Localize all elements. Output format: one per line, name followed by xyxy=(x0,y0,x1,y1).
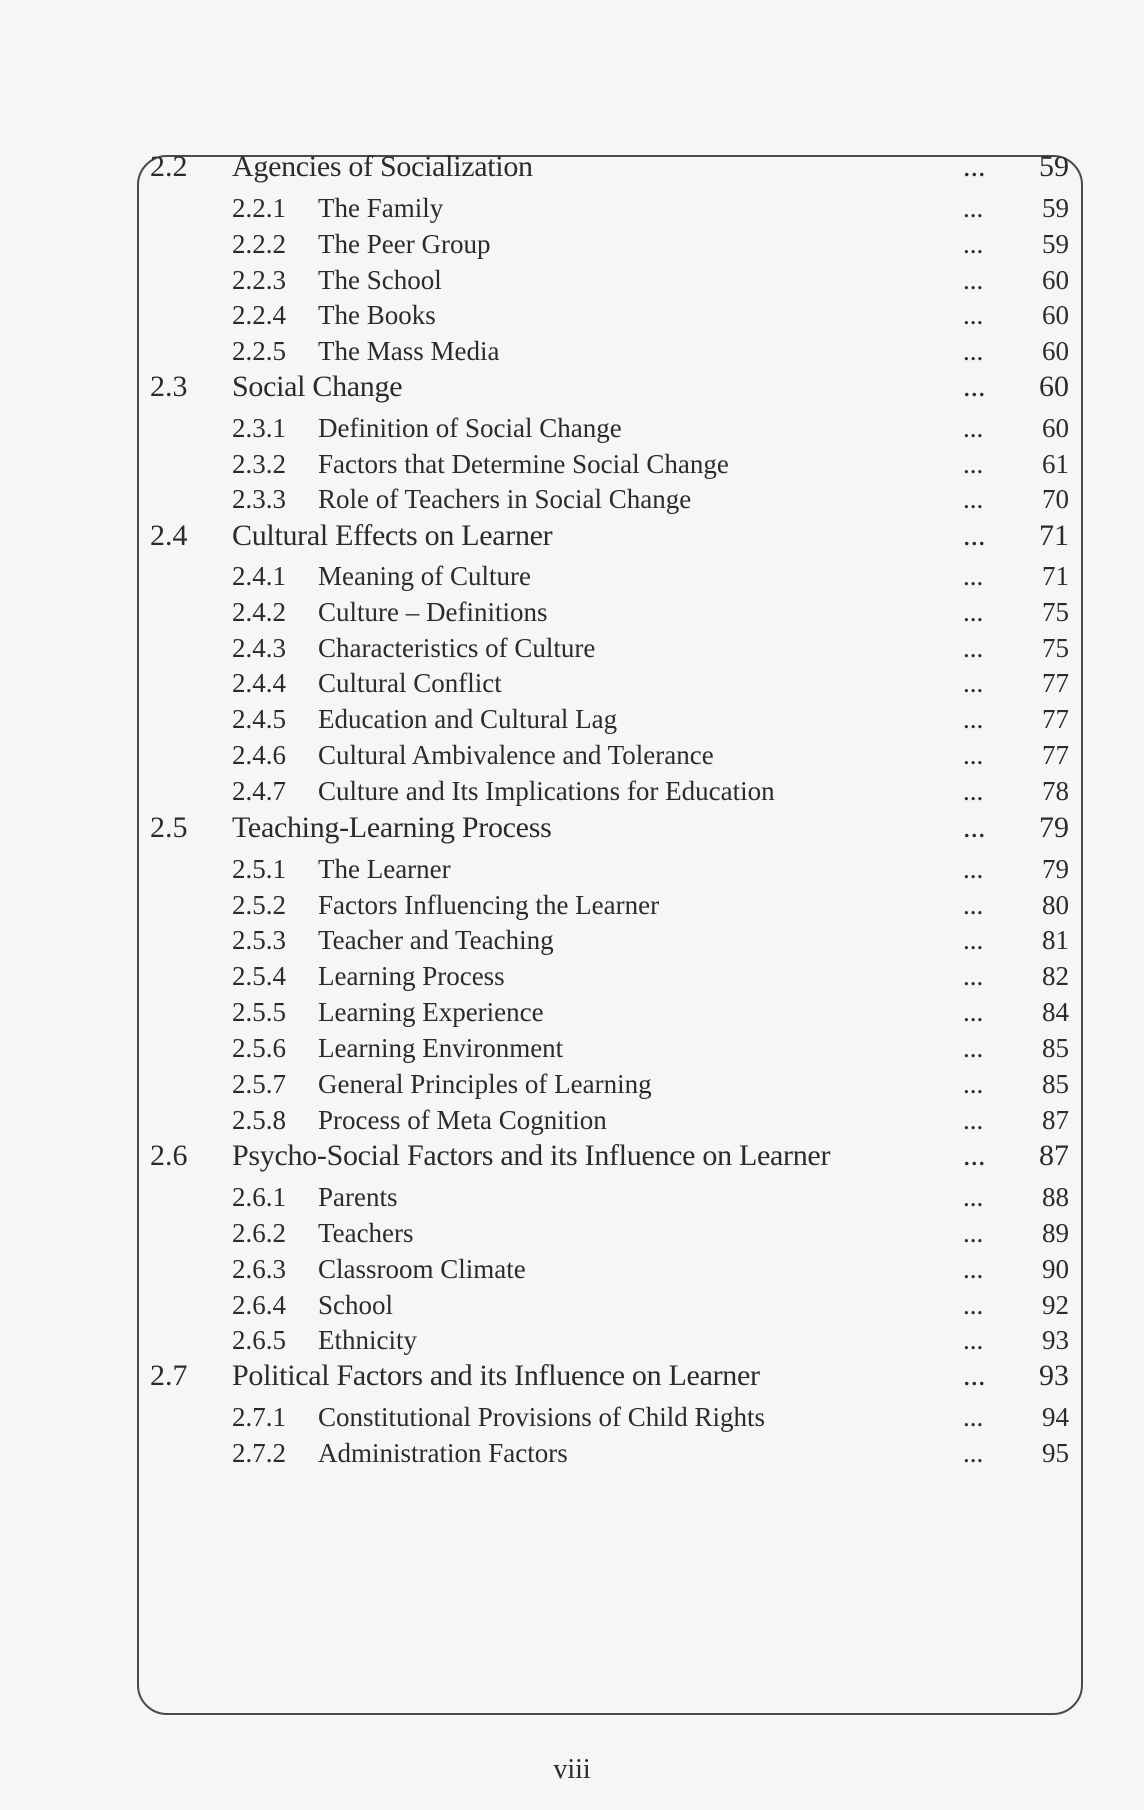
entry-leader-dots: ... xyxy=(963,193,984,223)
entry-number: 2.4 xyxy=(150,519,188,552)
entry-number: 2.5 xyxy=(150,811,188,844)
entry-title: Cultural Effects on Learner xyxy=(232,519,553,552)
toc-subsection-entry xyxy=(0,992,1144,1032)
entry-page-number: 71 xyxy=(1039,519,1069,552)
entry-number: 2.5.3 xyxy=(232,925,286,955)
entry-title: Teaching-Learning Process xyxy=(232,811,552,844)
entry-number: 2.2.5 xyxy=(232,336,286,366)
entry-title: Learning Process xyxy=(318,961,505,991)
entry-number: 2.5.1 xyxy=(232,854,286,884)
entry-title: Cultural Conflict xyxy=(318,668,502,698)
entry-title: Learning Environment xyxy=(318,1033,564,1063)
entry-number: 2.4.2 xyxy=(232,597,286,627)
entry-page-number: 61 xyxy=(1042,449,1069,479)
toc-section-entry xyxy=(0,1136,1144,1176)
toc-section-entry xyxy=(0,808,1144,848)
entry-leader-dots: ... xyxy=(963,229,984,259)
entry-title: Political Factors and its Influence on Learner xyxy=(232,1359,760,1392)
entry-title: Administration Factors xyxy=(318,1438,568,1468)
entry-title: Education and Cultural Lag xyxy=(318,704,618,734)
toc-subsection-entry xyxy=(0,331,1144,371)
toc-subsection-entry xyxy=(0,260,1144,300)
entry-number: 2.2 xyxy=(150,150,188,183)
entry-page-number: 88 xyxy=(1042,1182,1069,1212)
entry-number: 2.5.6 xyxy=(232,1033,286,1063)
entry-number: 2.7.1 xyxy=(232,1402,286,1432)
toc-subsection-entry xyxy=(0,1397,1144,1437)
toc-subsection-entry xyxy=(0,849,1144,889)
toc-subsection-entry xyxy=(0,1320,1144,1360)
entry-page-number: 60 xyxy=(1042,336,1069,366)
entry-leader-dots: ... xyxy=(963,1218,984,1248)
entry-page-number: 60 xyxy=(1039,370,1069,403)
entry-title: Process of Meta Cognition xyxy=(318,1105,607,1135)
entry-leader-dots: ... xyxy=(963,1254,984,1284)
entry-title: Culture and Its Implications for Education xyxy=(318,776,775,806)
entry-number: 2.3.1 xyxy=(232,413,286,443)
toc-subsection-entry xyxy=(0,408,1144,448)
entry-leader-dots: ... xyxy=(963,854,984,884)
entry-page-number: 71 xyxy=(1042,561,1069,591)
entry-page-number: 78 xyxy=(1042,776,1069,806)
toc-subsection-entry xyxy=(0,1028,1144,1068)
entry-leader-dots: ... xyxy=(963,265,984,295)
entry-number: 2.4.5 xyxy=(232,704,286,734)
entry-page-number: 60 xyxy=(1042,413,1069,443)
entry-leader-dots: ... xyxy=(963,1438,984,1468)
toc-subsection-entry xyxy=(0,444,1144,484)
entry-number: 2.2.3 xyxy=(232,265,286,295)
entry-leader-dots: ... xyxy=(963,561,984,591)
entry-leader-dots: ... xyxy=(963,484,984,514)
entry-title: Role of Teachers in Social Change xyxy=(318,484,692,514)
entry-page-number: 93 xyxy=(1042,1325,1069,1355)
toc-subsection-entry xyxy=(0,771,1144,811)
toc-subsection-entry xyxy=(0,1100,1144,1140)
toc-subsection-entry xyxy=(0,1213,1144,1253)
entry-title: The Mass Media xyxy=(318,336,500,366)
entry-page-number: 77 xyxy=(1042,668,1069,698)
toc-subsection-entry xyxy=(0,956,1144,996)
entry-leader-dots: ... xyxy=(963,1139,986,1172)
toc-section-entry xyxy=(0,516,1144,556)
entry-leader-dots: ... xyxy=(963,413,984,443)
entry-page-number: 90 xyxy=(1042,1254,1069,1284)
toc-subsection-entry xyxy=(0,1285,1144,1325)
entry-number: 2.4.1 xyxy=(232,561,286,591)
entry-page-number: 84 xyxy=(1042,997,1069,1027)
entry-number: 2.6.1 xyxy=(232,1182,286,1212)
entry-title: Classroom Climate xyxy=(318,1254,526,1284)
entry-page-number: 59 xyxy=(1039,150,1069,183)
entry-title: Psycho-Social Factors and its Influence on Learner xyxy=(232,1139,831,1172)
toc-subsection-entry xyxy=(0,556,1144,596)
entry-title: Parents xyxy=(318,1182,398,1212)
entry-number: 2.6.5 xyxy=(232,1325,286,1355)
entry-leader-dots: ... xyxy=(963,370,986,403)
entry-leader-dots: ... xyxy=(963,597,984,627)
entry-number: 2.5.7 xyxy=(232,1069,286,1099)
entry-page-number: 95 xyxy=(1042,1438,1069,1468)
entry-leader-dots: ... xyxy=(963,336,984,366)
entry-title: Factors Influencing the Learner xyxy=(318,890,660,920)
entry-title: Factors that Determine Social Change xyxy=(318,449,729,479)
entry-title: Teacher and Teaching xyxy=(318,925,554,955)
entry-leader-dots: ... xyxy=(963,1033,984,1063)
entry-title: The Books xyxy=(318,300,436,330)
entry-leader-dots: ... xyxy=(963,300,984,330)
entry-leader-dots: ... xyxy=(963,449,984,479)
entry-leader-dots: ... xyxy=(963,633,984,663)
entry-number: 2.6.2 xyxy=(232,1218,286,1248)
entry-number: 2.4.7 xyxy=(232,776,286,806)
toc-subsection-entry xyxy=(0,1433,1144,1473)
entry-page-number: 79 xyxy=(1039,811,1069,844)
entry-title: Social Change xyxy=(232,370,403,403)
entry-leader-dots: ... xyxy=(963,150,986,183)
entry-page-number: 60 xyxy=(1042,265,1069,295)
entry-page-number: 89 xyxy=(1042,1218,1069,1248)
entry-leader-dots: ... xyxy=(963,668,984,698)
entry-page-number: 94 xyxy=(1042,1402,1069,1432)
entry-number: 2.7 xyxy=(150,1359,188,1392)
entry-title: The Learner xyxy=(318,854,451,884)
entry-page-number: 87 xyxy=(1042,1105,1069,1135)
entry-number: 2.4.3 xyxy=(232,633,286,663)
toc-section-entry xyxy=(0,147,1144,187)
entry-page-number: 82 xyxy=(1042,961,1069,991)
toc-subsection-entry xyxy=(0,224,1144,264)
entry-title: Characteristics of Culture xyxy=(318,633,596,663)
entry-number: 2.2.4 xyxy=(232,300,286,330)
entry-leader-dots: ... xyxy=(963,1182,984,1212)
entry-page-number: 79 xyxy=(1042,854,1069,884)
toc-section-entry xyxy=(0,1356,1144,1396)
entry-page-number: 87 xyxy=(1039,1139,1069,1172)
entry-page-number: 80 xyxy=(1042,890,1069,920)
entry-title: Definition of Social Change xyxy=(318,413,622,443)
entry-leader-dots: ... xyxy=(963,1402,984,1432)
entry-number: 2.3.2 xyxy=(232,449,286,479)
entry-page-number: 59 xyxy=(1042,229,1069,259)
toc-subsection-entry xyxy=(0,699,1144,739)
entry-title: Teachers xyxy=(318,1218,414,1248)
entry-number: 2.3.3 xyxy=(232,484,286,514)
entry-title: Agencies of Socialization xyxy=(232,150,533,183)
toc-section-entry xyxy=(0,367,1144,407)
entry-title: The Family xyxy=(318,193,444,223)
entry-number: 2.6 xyxy=(150,1139,188,1172)
toc-subsection-entry xyxy=(0,295,1144,335)
entry-page-number: 75 xyxy=(1042,597,1069,627)
entry-number: 2.6.3 xyxy=(232,1254,286,1284)
page-number: viii xyxy=(553,1754,591,1785)
entry-title: The School xyxy=(318,265,442,295)
entry-title: Ethnicity xyxy=(318,1325,417,1355)
entry-page-number: 60 xyxy=(1042,300,1069,330)
entry-leader-dots: ... xyxy=(963,997,984,1027)
entry-page-number: 59 xyxy=(1042,193,1069,223)
toc-subsection-entry xyxy=(0,920,1144,960)
entry-leader-dots: ... xyxy=(963,519,986,552)
toc-subsection-entry xyxy=(0,1064,1144,1104)
entry-page-number: 93 xyxy=(1039,1359,1069,1392)
entry-number: 2.3 xyxy=(150,370,188,403)
entry-leader-dots: ... xyxy=(963,776,984,806)
toc-subsection-entry xyxy=(0,188,1144,228)
toc-subsection-entry xyxy=(0,1177,1144,1217)
entry-page-number: 77 xyxy=(1042,704,1069,734)
entry-page-number: 85 xyxy=(1042,1069,1069,1099)
entry-page-number: 77 xyxy=(1042,740,1069,770)
entry-leader-dots: ... xyxy=(963,811,986,844)
toc-subsection-entry xyxy=(0,628,1144,668)
entry-title: Cultural Ambivalence and Tolerance xyxy=(318,740,714,770)
entry-title: General Principles of Learning xyxy=(318,1069,652,1099)
entry-number: 2.5.4 xyxy=(232,961,286,991)
entry-title: Constitutional Provisions of Child Rights xyxy=(318,1402,766,1432)
entry-number: 2.5.8 xyxy=(232,1105,286,1135)
entry-title: School xyxy=(318,1290,394,1320)
entry-leader-dots: ... xyxy=(963,740,984,770)
entry-title: Meaning of Culture xyxy=(318,561,531,591)
entry-page-number: 81 xyxy=(1042,925,1069,955)
entry-leader-dots: ... xyxy=(963,1325,984,1355)
entry-leader-dots: ... xyxy=(963,1105,984,1135)
entry-title: Learning Experience xyxy=(318,997,544,1027)
entry-number: 2.5.2 xyxy=(232,890,286,920)
entry-leader-dots: ... xyxy=(963,961,984,991)
entry-number: 2.2.2 xyxy=(232,229,286,259)
entry-number: 2.4.6 xyxy=(232,740,286,770)
entry-leader-dots: ... xyxy=(963,925,984,955)
entry-page-number: 75 xyxy=(1042,633,1069,663)
entry-leader-dots: ... xyxy=(963,704,984,734)
entry-page-number: 92 xyxy=(1042,1290,1069,1320)
toc-subsection-entry xyxy=(0,592,1144,632)
toc-subsection-entry xyxy=(0,735,1144,775)
entry-number: 2.7.2 xyxy=(232,1438,286,1468)
toc-subsection-entry xyxy=(0,1249,1144,1289)
entry-number: 2.5.5 xyxy=(232,997,286,1027)
entry-page-number: 85 xyxy=(1042,1033,1069,1063)
entry-leader-dots: ... xyxy=(963,890,984,920)
entry-leader-dots: ... xyxy=(963,1290,984,1320)
entry-title: Culture – Definitions xyxy=(318,597,548,627)
entry-title: The Peer Group xyxy=(318,229,491,259)
entry-number: 2.4.4 xyxy=(232,668,286,698)
toc-subsection-entry xyxy=(0,663,1144,703)
entry-page-number: 70 xyxy=(1042,484,1069,514)
toc-subsection-entry xyxy=(0,479,1144,519)
entry-number: 2.2.1 xyxy=(232,193,286,223)
toc-subsection-entry xyxy=(0,885,1144,925)
entry-leader-dots: ... xyxy=(963,1069,984,1099)
entry-number: 2.6.4 xyxy=(232,1290,286,1320)
entry-leader-dots: ... xyxy=(963,1359,986,1392)
